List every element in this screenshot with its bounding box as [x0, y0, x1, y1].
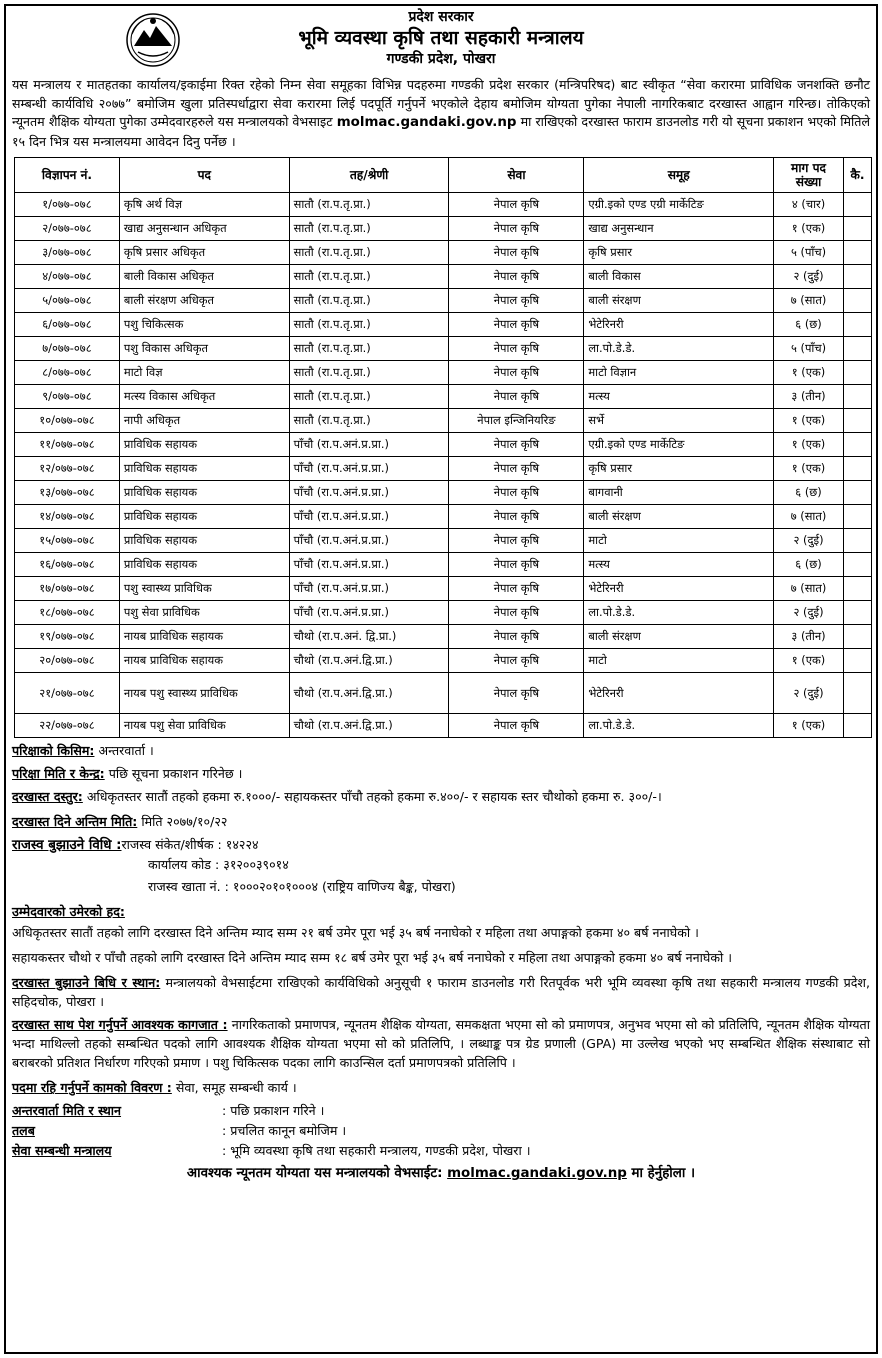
cell-level: पाँचौ (रा.प.अनं.प्र.प्रा.): [289, 457, 449, 481]
cell-group: खाद्य अनुसन्धान: [584, 217, 774, 241]
table-row: [15, 289, 872, 313]
cell-remarks: [843, 505, 871, 529]
cell-remarks: [843, 457, 871, 481]
cell-ad-no: १३/०७७-०७८: [15, 481, 120, 505]
cell-remarks: [843, 217, 871, 241]
cell-remarks: [843, 337, 871, 361]
vacancy-table: [14, 157, 872, 738]
cell-level: सातौ (रा.प.तृ.प्रा.): [289, 337, 449, 361]
cell-service: नेपाल कृषि: [449, 337, 584, 361]
cell-group: भेटेरिनरी: [584, 313, 774, 337]
intro-paragraph: [6, 72, 876, 151]
cell-post: प्राविधिक सहायक: [119, 481, 289, 505]
cell-post: पशु चिकित्सक: [119, 313, 289, 337]
cell-service: नेपाल कृषि: [449, 577, 584, 601]
cell-group: कृषि प्रसार: [584, 457, 774, 481]
cell-service: नेपाल कृषि: [449, 361, 584, 385]
cell-group: माटो विज्ञान: [584, 361, 774, 385]
table-row: [15, 217, 872, 241]
cell-count: १ (एक): [774, 409, 844, 433]
notice-page: [4, 4, 878, 1354]
cell-count: ५ (पाँच): [774, 241, 844, 265]
cell-count: २ (दुई): [774, 265, 844, 289]
cell-post: नायब पशु सेवा प्राविधिक: [119, 714, 289, 738]
revenue-office-code: कार्यालय कोड : ३१२००३९०१४: [148, 857, 289, 873]
table-row: [15, 385, 872, 409]
exam-date-row: [6, 764, 876, 783]
col-header-post: पद: [119, 158, 289, 193]
salary-label: तलब: [12, 1123, 35, 1139]
exam-type-label: परिक्षाको किसिम:: [12, 743, 95, 759]
cell-level: पाँचौ (रा.प.अनं.प्र.प्रा.): [289, 481, 449, 505]
cell-group: एग्री.इको एण्ड एग्री मार्केटिङ: [584, 193, 774, 217]
vacancy-table-header-row: [15, 158, 872, 193]
cell-ad-no: ४/०७७-०७८: [15, 265, 120, 289]
cell-post: माटो विज्ञ: [119, 361, 289, 385]
cell-ad-no: ८/०७७-०७८: [15, 361, 120, 385]
cell-group: ला.पो.डे.डे.: [584, 714, 774, 738]
duties-value: सेवा, समूह सम्बन्धी कार्य ।: [171, 1080, 297, 1096]
cell-post: बाली संरक्षण अधिकृत: [119, 289, 289, 313]
cell-group: माटो: [584, 649, 774, 673]
cell-group: एग्री.इको एण्ड मार्केटिङ: [584, 433, 774, 457]
table-row: [15, 673, 872, 714]
cell-remarks: [843, 313, 871, 337]
table-row: [15, 553, 872, 577]
table-row: [15, 649, 872, 673]
cell-service: नेपाल कृषि: [449, 601, 584, 625]
cell-service: नेपाल कृषि: [449, 385, 584, 409]
cell-service: नेपाल कृषि: [449, 714, 584, 738]
revenue-row: [6, 835, 876, 855]
col-header-remarks: कै.: [843, 158, 871, 193]
cell-count: ४ (चार): [774, 193, 844, 217]
cell-group: कृषि प्रसार: [584, 241, 774, 265]
cell-ad-no: ११/०७७-०७८: [15, 433, 120, 457]
fee-value: अधिकृतस्तर सातौं तहको हकमा रु.१०००/- सहायकस्तर पाँचौ तहको हकमा रु.४००/- र सहायक स्तर चौथोको हकमा रु. ३००/-।: [82, 789, 662, 805]
cell-remarks: [843, 241, 871, 265]
table-row: [15, 625, 872, 649]
submission-row: [6, 973, 876, 1011]
cell-count: ६ (छ): [774, 481, 844, 505]
header-province-gov: प्रदेश सरकार: [408, 9, 474, 25]
salary-value: : प्रचलित कानून बमोजिम ।: [222, 1123, 347, 1139]
cell-remarks: [843, 265, 871, 289]
documents-label: दरखास्त साथ पेश गर्नुपर्ने आवश्यक कागजात :: [12, 1017, 228, 1033]
col-header-group: समूह: [584, 158, 774, 193]
cell-service: नेपाल कृषि: [449, 193, 584, 217]
intro-text-1: यस मन्त्रालय र मातहतका कार्यालय/इकाईमा रिक्त रहेको निम्न सेवा समूहका विभिन्न पदहरुमा गण्डकी प्रदेश सरकार (मन्त्रिपरिषद) बाट स्वीकृत “सेवा करारमा प्राविधिक जनशक्ति छनौट सम्बन्धी कार्यविधि २०७७” बमोजिम खुला प्रतिस्पर्धाद्वारा सेवा करारमा लिई पदपूर्ति गर्नुपर्ने भएकोले देहाय बमोजिम योग्यता पुगेका नेपाली नागरिकबाट दरखास्त आह्वान गरिन्छ। तोकिएको न्यूनतम शैक्षिक योग्यता पुगेका उम्मेदवारहरुले यस मन्त्रालयको वेभसाइट: [12, 77, 870, 130]
exam-type-value: अन्तरवार्ता ।: [94, 743, 154, 759]
cell-count: ३ (तीन): [774, 385, 844, 409]
cell-level: सातौ (रा.प.तृ.प्रा.): [289, 217, 449, 241]
header-location: गण्डकी प्रदेश, पोखरा: [386, 51, 496, 67]
cell-service: नेपाल कृषि: [449, 289, 584, 313]
cell-post: मत्स्य विकास अधिकृत: [119, 385, 289, 409]
cell-remarks: [843, 553, 871, 577]
cell-post: खाद्य अनुसन्धान अधिकृत: [119, 217, 289, 241]
cell-ad-no: २/०७७-०७८: [15, 217, 120, 241]
deadline-row: [6, 812, 876, 831]
cell-level: चौथो (रा.प.अनं. द्वि.प्रा.): [289, 625, 449, 649]
cell-service: नेपाल कृषि: [449, 649, 584, 673]
cell-group: बाली संरक्षण: [584, 289, 774, 313]
cell-level: पाँचौ (रा.प.अनं.प्र.प्रा.): [289, 577, 449, 601]
interview-label: अन्तरवार्ता मिति र स्थान: [12, 1103, 122, 1119]
cell-remarks: [843, 529, 871, 553]
cell-count: १ (एक): [774, 433, 844, 457]
cell-count: १ (एक): [774, 217, 844, 241]
revenue-label: राजस्व बुझाउने विधि :: [12, 838, 122, 854]
cell-remarks: [843, 409, 871, 433]
cell-remarks: [843, 577, 871, 601]
age-limit-assistant: सहायकस्तर चौथो र पाँचौ तहको लागि दरखास्त दिने अन्तिम म्याद सम्म १८ बर्ष उमेर पूरा भई ३५ बर्ष ननाघेको र महिला तथा अपाङ्गको हकमा ४० बर्ष ननाघेको ।: [12, 950, 733, 966]
cell-group: भेटेरिनरी: [584, 673, 774, 714]
revenue-line1: राजस्व संकेत/शीर्षक : १४२२४: [121, 837, 259, 853]
cell-ad-no: ५/०७७-०७८: [15, 289, 120, 313]
cell-ad-no: १४/०७७-०७८: [15, 505, 120, 529]
cell-level: सातौ (रा.प.तृ.प्रा.): [289, 361, 449, 385]
cell-post: पशु सेवा प्राविधिक: [119, 601, 289, 625]
cell-remarks: [843, 289, 871, 313]
cell-group: ला.पो.डे.डे.: [584, 337, 774, 361]
cell-ad-no: ९/०७७-०७८: [15, 385, 120, 409]
cell-post: प्राविधिक सहायक: [119, 505, 289, 529]
table-row: [15, 409, 872, 433]
cell-count: ५ (पाँच): [774, 337, 844, 361]
cell-remarks: [843, 361, 871, 385]
cell-group: बाली विकास: [584, 265, 774, 289]
vacancy-table-body: [15, 193, 872, 738]
table-row: [15, 265, 872, 289]
deadline-label: दरखास्त दिने अन्तिम मिति:: [12, 814, 138, 830]
cell-level: पाँचौ (रा.प.अनं.प्र.प्रा.): [289, 433, 449, 457]
submission-label: दरखास्त बुझाउने बिधि र स्थान:: [12, 975, 161, 991]
interview-value: : पछि प्रकाशन गरिने ।: [222, 1103, 325, 1119]
cell-service: नेपाल कृषि: [449, 529, 584, 553]
cell-service: नेपाल इन्जिनियरिङ: [449, 409, 584, 433]
cell-service: नेपाल कृषि: [449, 505, 584, 529]
table-row: [15, 457, 872, 481]
exam-date-label: परिक्षा मिति र केन्द्र:: [12, 766, 105, 782]
table-row: [15, 337, 872, 361]
table-row: [15, 313, 872, 337]
cell-count: १ (एक): [774, 649, 844, 673]
cell-level: पाँचौ (रा.प.अनं.प्र.प्रा.): [289, 505, 449, 529]
exam-type-row: [6, 741, 876, 760]
cell-service: नेपाल कृषि: [449, 217, 584, 241]
cell-count: १ (एक): [774, 457, 844, 481]
cell-group: बागवानी: [584, 481, 774, 505]
cell-count: ६ (छ): [774, 553, 844, 577]
ministry-value: : भूमि व्यवस्था कृषि तथा सहकारी मन्त्रालय, गण्डकी प्रदेश, पोखरा ।: [222, 1143, 531, 1159]
cell-post: नायब प्राविधिक सहायक: [119, 625, 289, 649]
cell-count: ७ (सात): [774, 505, 844, 529]
cell-level: सातौ (रा.प.तृ.प्रा.): [289, 193, 449, 217]
cell-group: माटो: [584, 529, 774, 553]
col-header-service: सेवा: [449, 158, 584, 193]
cell-group: ला.पो.डे.डे.: [584, 601, 774, 625]
header-ministry-name: भूमि व्यवस्था कृषि तथा सहकारी मन्त्रालय: [298, 27, 584, 49]
cell-service: नेपाल कृषि: [449, 265, 584, 289]
ministry-label: सेवा सम्बन्धी मन्त्रालय: [12, 1143, 112, 1159]
cell-level: पाँचौ (रा.प.अनं.प्र.प्रा.): [289, 529, 449, 553]
cell-service: नेपाल कृषि: [449, 673, 584, 714]
cell-ad-no: ७/०७७-०७८: [15, 337, 120, 361]
cell-level: सातौ (रा.प.तृ.प्रा.): [289, 241, 449, 265]
cell-post: नायब पशु स्वास्थ्य प्राविधिक: [119, 673, 289, 714]
table-row: [15, 505, 872, 529]
col-header-level: तह/श्रेणी: [289, 158, 449, 193]
cell-post: प्राविधिक सहायक: [119, 553, 289, 577]
table-row: [15, 529, 872, 553]
cell-post: प्राविधिक सहायक: [119, 457, 289, 481]
cell-ad-no: १/०७७-०७८: [15, 193, 120, 217]
revenue-account: राजस्व खाता नं. : १०००२०१०१०००४ (राष्ट्रिय वाणिज्य बैङ्क, पोखरा): [148, 879, 456, 895]
cell-count: २ (दुई): [774, 673, 844, 714]
cell-post: कृषि अर्थ विज्ञ: [119, 193, 289, 217]
cell-remarks: [843, 481, 871, 505]
cell-ad-no: २२/०७७-०७८: [15, 714, 120, 738]
cell-level: सातौ (रा.प.तृ.प्रा.): [289, 313, 449, 337]
cell-group: सर्भे: [584, 409, 774, 433]
cell-ad-no: २०/०७७-०७८: [15, 649, 120, 673]
col-header-count: माग पद संख्या: [774, 158, 844, 193]
cell-remarks: [843, 673, 871, 714]
cell-ad-no: १८/०७७-०७८: [15, 601, 120, 625]
cell-ad-no: २१/०७७-०७८: [15, 673, 120, 714]
cell-service: नेपाल कृषि: [449, 433, 584, 457]
cell-service: नेपाल कृषि: [449, 241, 584, 265]
cell-ad-no: १९/०७७-०७८: [15, 625, 120, 649]
cell-ad-no: १२/०७७-०७८: [15, 457, 120, 481]
table-row: [15, 601, 872, 625]
cell-remarks: [843, 433, 871, 457]
cell-service: नेपाल कृषि: [449, 625, 584, 649]
footer-note: [6, 1163, 876, 1185]
table-row: [15, 433, 872, 457]
cell-count: ६ (छ): [774, 313, 844, 337]
cell-post: नापी अधिकृत: [119, 409, 289, 433]
table-row: [15, 193, 872, 217]
cell-post: नायब प्राविधिक सहायक: [119, 649, 289, 673]
cell-group: मत्स्य: [584, 385, 774, 409]
cell-remarks: [843, 649, 871, 673]
cell-service: नेपाल कृषि: [449, 457, 584, 481]
cell-ad-no: १७/०७७-०७८: [15, 577, 120, 601]
cell-ad-no: १५/०७७-०७८: [15, 529, 120, 553]
cell-ad-no: ६/०७७-०७८: [15, 313, 120, 337]
deadline-value: मिति २०७७/१०/२२: [137, 814, 228, 830]
cell-count: १ (एक): [774, 361, 844, 385]
cell-remarks: [843, 714, 871, 738]
cell-post: प्राविधिक सहायक: [119, 433, 289, 457]
cell-post: पशु विकास अधिकृत: [119, 337, 289, 361]
table-row: [15, 481, 872, 505]
cell-remarks: [843, 385, 871, 409]
cell-group: बाली संरक्षण: [584, 505, 774, 529]
cell-post: प्राविधिक सहायक: [119, 529, 289, 553]
cell-level: सातौ (रा.प.तृ.प्रा.): [289, 265, 449, 289]
cell-level: चौथो (रा.प.अनं.द्वि.प्रा.): [289, 714, 449, 738]
cell-count: २ (दुई): [774, 601, 844, 625]
footer-text-2: मा हेर्नुहोला ।: [626, 1166, 696, 1182]
cell-post: बाली विकास अधिकृत: [119, 265, 289, 289]
fee-row: [6, 787, 876, 806]
cell-level: सातौ (रा.प.तृ.प्रा.): [289, 385, 449, 409]
cell-level: पाँचौ (रा.प.अनं.प्र.प्रा.): [289, 553, 449, 577]
intro-text-2: मा राखिएको दरखास्त फाराम डाउनलोड गरी यो सूचना प्रकाशन भएको मितिले १५ दिन भित्र यस मन्त्रालयमा आवेदन दिनु पर्नेछ ।: [12, 114, 871, 149]
cell-group: बाली संरक्षण: [584, 625, 774, 649]
table-row: [15, 241, 872, 265]
footer-website-link[interactable]: molmac.gandaki.gov.np: [447, 1166, 627, 1182]
exam-date-value: पछि सूचना प्रकाशन गरिनेछ ।: [104, 766, 243, 782]
cell-count: १ (एक): [774, 714, 844, 738]
cell-service: नेपाल कृषि: [449, 481, 584, 505]
table-row: [15, 577, 872, 601]
cell-remarks: [843, 601, 871, 625]
age-limit-officer: अधिकृतस्तर सातौं तहको लागि दरखास्त दिने अन्तिम म्याद सम्म २१ बर्ष उमेर पूरा भई ३५ बर्ष ननाघेको र महिला तथा अपाङ्गको हकमा ४० बर्ष ननाघेको ।: [12, 925, 699, 941]
age-limit-label-row: [6, 902, 876, 921]
cell-ad-no: १६/०७७-०७८: [15, 553, 120, 577]
nepal-emblem-icon: [124, 12, 182, 68]
cell-remarks: [843, 625, 871, 649]
submission-value: मन्त्रालयको वेभसाईटमा राखिएको कार्यविधिको अनुसूची १ फाराम डाउनलोड गरी रितपूर्वक भरी भूमि व्यवस्था कृषि तथा सहकारी मन्त्रालय गण्डकी प्रदेश, सहिदचोक, पोखरा ।: [12, 975, 870, 1010]
documents-value: नागरिकताको प्रमाणपत्र, न्यूनतम शैक्षिक योग्यता, समकक्षता भएमा सो को प्रमाणपत्र, अनुभव भएमा सो को प्रतिलिपि, न्यूनतम शैक्षिक योग्यता भन्दा माथिल्लो तहको सम्बन्धित पदको लागि आवश्यक शैक्षिक योग्यता भएमा सो को प्रतिलिपि, । लब्धाङ्क पत्र ग्रेड प्रणाली (GPA) मा उल्लेख भएको भए सम्बन्धित शैक्षिक संस्थाबाट सो बराबरको प्रतिशत निर्धारण गरिएको प्रमाण । पशु चिकित्सक पदका लागि काउन्सिल दर्ता प्रमाणपत्रको प्रतिलिपि ।: [12, 1017, 870, 1071]
documents-row: [6, 1015, 876, 1072]
cell-ad-no: १०/०७७-०७८: [15, 409, 120, 433]
cell-service: नेपाल कृषि: [449, 553, 584, 577]
fee-label: दरखास्त दस्तुर:: [12, 789, 83, 805]
cell-service: नेपाल कृषि: [449, 313, 584, 337]
col-header-ad-no: विज्ञापन नं.: [15, 158, 120, 193]
cell-level: पाँचौ (रा.प.अनं.प्र.प्रा.): [289, 601, 449, 625]
cell-group: मत्स्य: [584, 553, 774, 577]
cell-level: सातौ (रा.प.तृ.प्रा.): [289, 289, 449, 313]
duties-row: [6, 1078, 876, 1097]
cell-count: ३ (तीन): [774, 625, 844, 649]
cell-group: भेटेरिनरी: [584, 577, 774, 601]
intro-website-link[interactable]: molmac.gandaki.gov.np: [336, 115, 517, 131]
cell-post: कृषि प्रसार अधिकृत: [119, 241, 289, 265]
table-row: [15, 714, 872, 738]
cell-level: सातौ (रा.प.तृ.प्रा.): [289, 409, 449, 433]
cell-level: चौथो (रा.प.अनं.द्वि.प्रा.): [289, 649, 449, 673]
notice-header: [6, 6, 876, 72]
table-row: [15, 361, 872, 385]
footer-text-1: आवश्यक न्यूनतम योग्यता यस मन्त्रालयको वेभसाईट:: [186, 1166, 448, 1182]
cell-post: पशु स्वास्थ्य प्राविधिक: [119, 577, 289, 601]
age-limit-label: उम्मेदवारको उमेरको हद:: [12, 904, 125, 920]
cell-count: ७ (सात): [774, 289, 844, 313]
misc-info-grid: [6, 1101, 876, 1161]
cell-count: ७ (सात): [774, 577, 844, 601]
duties-label: पदमा रहि गर्नुपर्ने कामको विवरण :: [12, 1080, 172, 1096]
cell-count: २ (दुई): [774, 529, 844, 553]
cell-level: चौथो (रा.प.अनं.द्वि.प्रा.): [289, 673, 449, 714]
cell-remarks: [843, 193, 871, 217]
cell-ad-no: ३/०७७-०७८: [15, 241, 120, 265]
